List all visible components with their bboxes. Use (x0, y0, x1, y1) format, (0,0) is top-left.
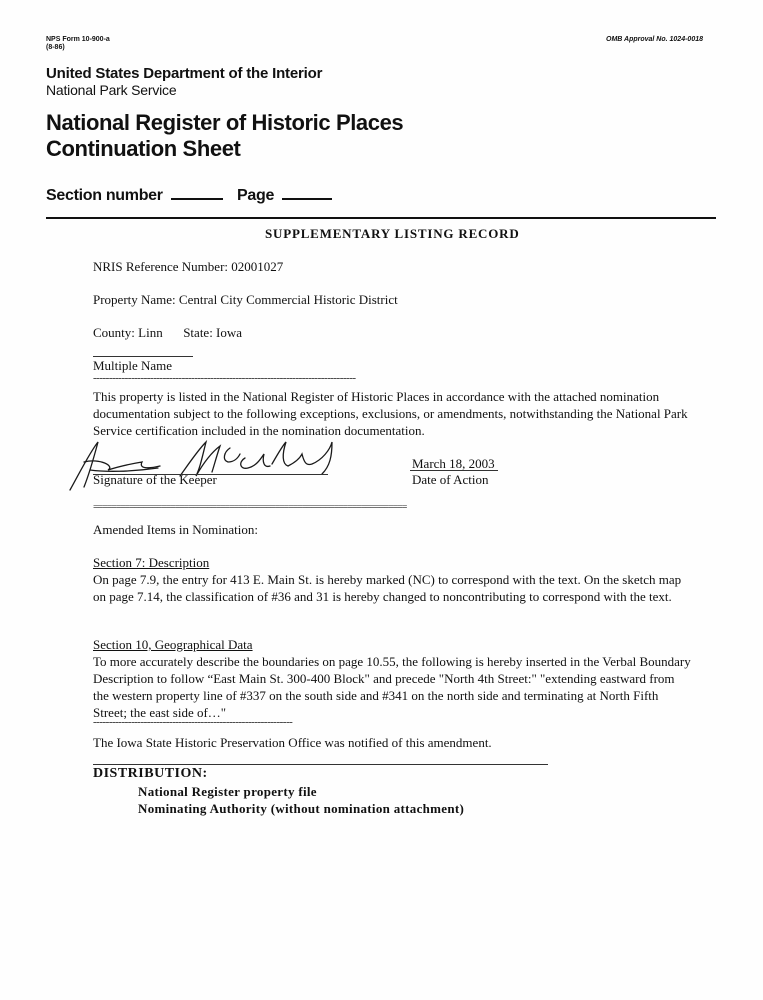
title-line-1: National Register of Historic Places (46, 110, 404, 135)
section-10-title: Section 10, Geographical Data (93, 637, 253, 652)
multiple-name: Multiple Name (93, 358, 173, 373)
service-name: National Park Service (46, 82, 177, 98)
document-title (46, 110, 403, 162)
distribution-rule (93, 764, 548, 765)
section-10-text: To more accurately describe the boundaries on page 10.55, the following is hereby inserted in the Verbal Boundary Description to follow “East Main St. 300-400 Block" and precede "North 4th Street:" "extending eastward from the western property line of #337 on the south side and #341 on the north side and terminating at North Fifth Street; the east side of…" (93, 654, 691, 720)
property-name: Property Name: Central City Commercial Historic District (93, 292, 398, 307)
date-of-action-value: March 18, 2003 (412, 456, 495, 471)
record-heading: SUPPLEMENTARY LISTING RECORD (265, 226, 520, 241)
distribution-label: DISTRIBUTION: (93, 766, 208, 781)
dash-separator-1: ----------------------------------------------------------------------------------- (93, 372, 356, 384)
county: County: Linn (93, 325, 163, 340)
county-state (93, 325, 242, 341)
form-number (46, 36, 110, 52)
form-revision: (8-86) (46, 44, 65, 51)
section-7-title: Section 7: Description (93, 555, 210, 570)
section-number-label: Section number (46, 187, 163, 204)
section-page-line (46, 187, 342, 205)
omb-approval: OMB Approval No. 1024-0018 (606, 36, 703, 43)
state: State: Iowa (183, 325, 243, 340)
date-of-action-label: Date of Action (412, 472, 489, 487)
form-number-text: NPS Form 10-900-a (46, 36, 110, 43)
page-label: Page (237, 187, 275, 204)
department-name: United States Department of the Interior (46, 65, 323, 82)
distribution-item: National Register property file (138, 784, 317, 799)
multiple-name-rule (93, 356, 193, 357)
nris-reference: NRIS Reference Number: 02001027 (93, 259, 284, 274)
section-7-text: On page 7.9, the entry for 413 E. Main St. is hereby marked (NC) to correspond with the text. On the sketch map on page 7.14, the classification of #36 and 31 is hereby changed to noncontributing to correspond with the text. (93, 572, 682, 604)
keeper-signature (60, 432, 350, 502)
header-rule (46, 217, 716, 219)
title-line-2: Continuation Sheet (46, 136, 241, 161)
dash-separator-2: --------------------------------------------------------------- (93, 716, 293, 728)
date-rule (410, 470, 498, 471)
shpo-notice: The Iowa State Historic Preservation Office was notified of this amendment. (93, 735, 492, 750)
distribution-item: Nominating Authority (without nomination attachment) (138, 801, 465, 816)
page-number-blank (282, 198, 332, 200)
signature-label: Signature of the Keeper (93, 472, 217, 487)
amended-items-label: Amended Items in Nomination: (93, 522, 259, 537)
listing-statement: This property is listed in the National Register of Historic Places in accordance with the attached nomination documentation subject to the following exceptions, exclusions, or amendments, notwithstanding the National Park Service certification included in the nomination documentation. (93, 389, 688, 438)
section-number-blank (171, 198, 223, 200)
equals-separator: ===================================================================== (93, 502, 407, 513)
